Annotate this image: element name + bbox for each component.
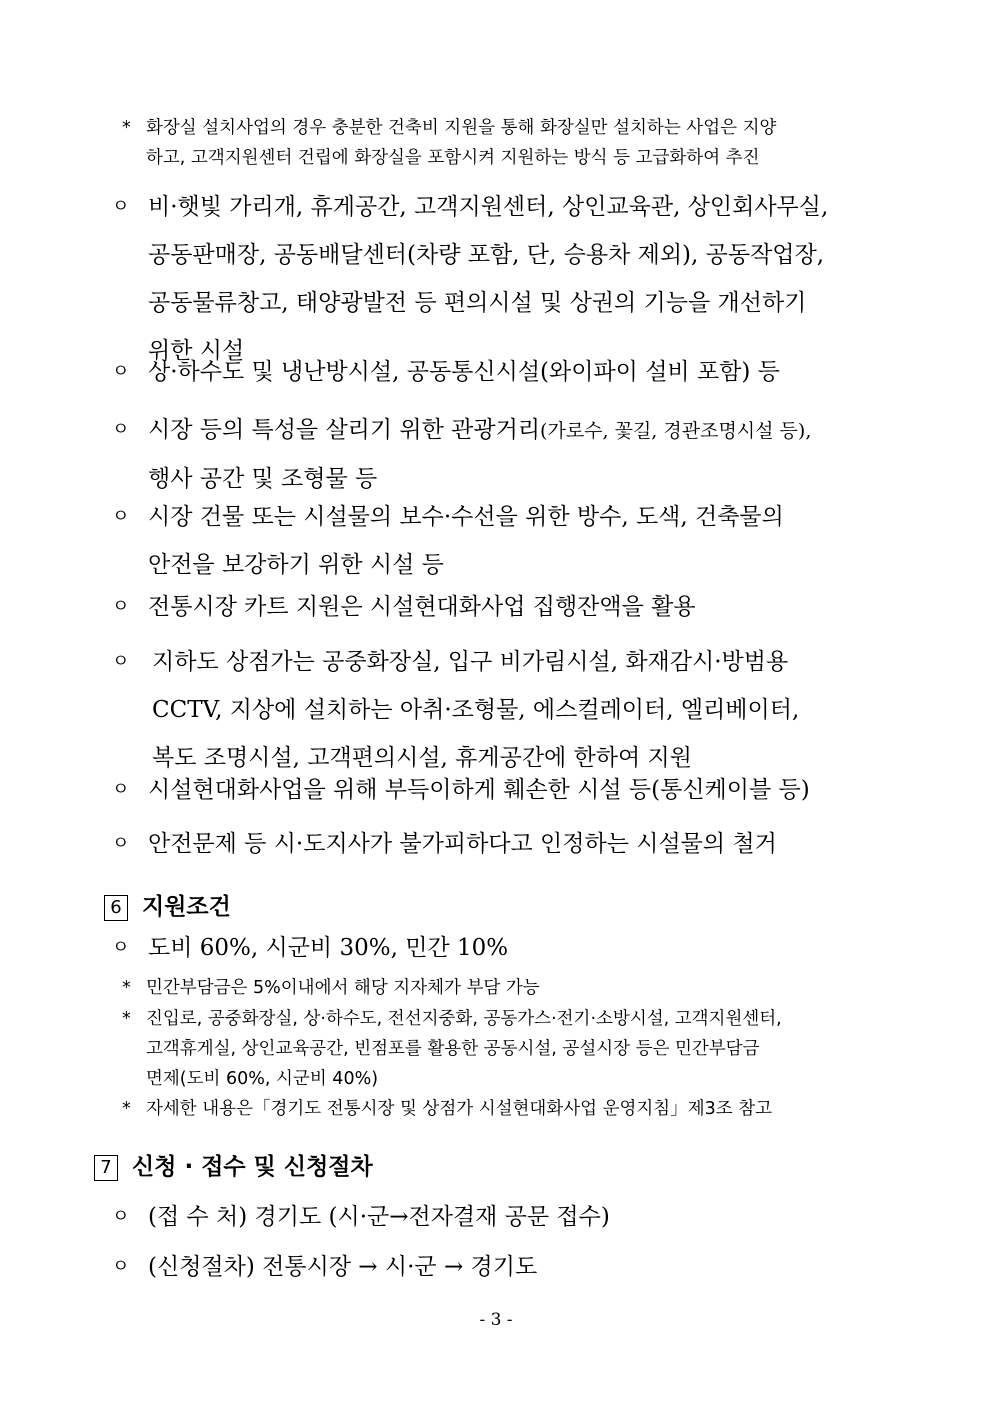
note-marker: * [122,118,131,138]
section-number-box: 7 [94,1155,118,1181]
note-line: 민간부담금은 5%이내에서 해당 지자체가 부담 가능 [146,978,540,998]
bullet-marker: ㅇ [112,651,130,672]
bullet-item [112,183,828,375]
note-line: 진입로, 공중화장실, 상·하수도, 전선지중화, 공동가스·전기·소방시설, 고객지원센터, [146,1009,782,1029]
bullet-item [112,924,508,972]
bullet-line: 행사 공간 및 조형물 등 [148,466,378,492]
bullet-line: 지하도 상점가는 공중화장실, 입구 비가림시설, 화재감시·방범용 [152,649,789,675]
bullet-item [112,1193,610,1241]
page-number: - 3 - [479,1310,513,1330]
bullet-item [112,1243,537,1291]
bullet-line [148,406,811,455]
bullet-item [112,638,799,782]
note-line: 고객휴게실, 상인교육공간, 빈점포를 활용한 공동시설, 공설시장 등은 민간부담금 [146,1039,760,1059]
section-heading-support-conditions [104,891,231,923]
section-number-box: 6 [104,895,128,921]
note-marker: * [122,978,131,998]
note-toilet [122,113,776,173]
note-item [122,1094,772,1124]
bullet-text: 시장 등의 특성을 살리기 위한 관광거리 [148,417,541,443]
bullet-line: 안전문제 등 시·도지사가 불가피하다고 인정하는 시설물의 철거 [148,831,777,857]
bullet-marker: ㅇ [112,779,130,800]
note-line: 자세한 내용은「경기도 전통시장 및 상점가 시설현대화사업 운영지침」제3조 참고 [146,1099,773,1119]
note-marker: * [122,1009,131,1029]
bullet-line: (접 수 처) 경기도 (시·군→전자결재 공문 접수) [148,1204,610,1230]
bullet-marker: ㅇ [112,419,130,440]
bullet-marker: ㅇ [112,196,130,217]
bullet-item [112,493,784,589]
bullet-marker: ㅇ [112,361,130,382]
bullet-marker: ㅇ [112,937,130,958]
note-item [122,973,540,1003]
bullet-line: 전통시장 카트 지원은 시설현대화사업 집행잔액을 활용 [148,594,696,620]
bullet-marker: ㅇ [112,506,130,527]
bullet-line: 공동판매장, 공동배달센터(차량 포함, 단, 승용차 제외), 공동작업장, [148,242,825,268]
bullet-item [112,406,811,503]
bullet-item [112,348,780,396]
bullet-line: 시설현대화사업을 위해 부득이하게 훼손한 시설 등(통신케이블 등) [148,777,810,803]
bullet-marker: ㅇ [112,833,130,854]
bullet-line: CCTV, 지상에 설치하는 아취·조형물, 에스컬레이터, 엘리베이터, [152,697,800,723]
bullet-text-small: (가로수, 꽃길, 경관조명시설 등), [540,420,812,442]
section-heading-application-procedure [94,1151,373,1183]
bullet-line: (신청절차) 전통시장 → 시·군 → 경기도 [148,1254,538,1280]
note-line: 화장실 설치사업의 경우 충분한 건축비 지원을 통해 화장실만 설치하는 사업은 지양 [146,118,777,138]
bullet-item [112,820,777,868]
note-marker: * [122,1099,131,1119]
bullet-line: 복도 조명시설, 고객편의시설, 휴게공간에 한하여 지원 [152,745,692,771]
note-line: 면제(도비 60%, 시군비 40%) [146,1069,379,1089]
bullet-marker: ㅇ [112,1256,130,1277]
bullet-line: 공동물류창고, 태양광발전 등 편의시설 및 상권의 기능을 개선하기 [148,290,807,316]
section-title: 지원조건 [142,894,231,920]
bullet-line: 상·하수도 및 냉난방시설, 공동통신시설(와이파이 설비 포함) 등 [148,359,780,385]
note-item [122,1004,782,1094]
bullet-marker: ㅇ [112,596,130,617]
section-title: 신청 · 접수 및 신청절차 [132,1154,373,1180]
bullet-item [112,766,810,814]
bullet-marker: ㅇ [112,1206,130,1227]
note-line: 하고, 고객지원센터 건립에 화장실을 포함시켜 지원하는 방식 등 고급화하여 추진 [146,148,760,168]
bullet-line: 시장 건물 또는 시설물의 보수·수선을 위한 방수, 도색, 건축물의 [148,504,784,530]
bullet-line: 비·햇빛 가리개, 휴게공간, 고객지원센터, 상인교육관, 상인회사무실, [148,194,829,220]
bullet-line: 위한 시설 [148,338,245,364]
bullet-item [112,583,696,631]
bullet-line: 안전을 보강하기 위한 시설 등 [148,552,444,578]
bullet-line: 도비 60%, 시군비 30%, 민간 10% [148,935,509,961]
